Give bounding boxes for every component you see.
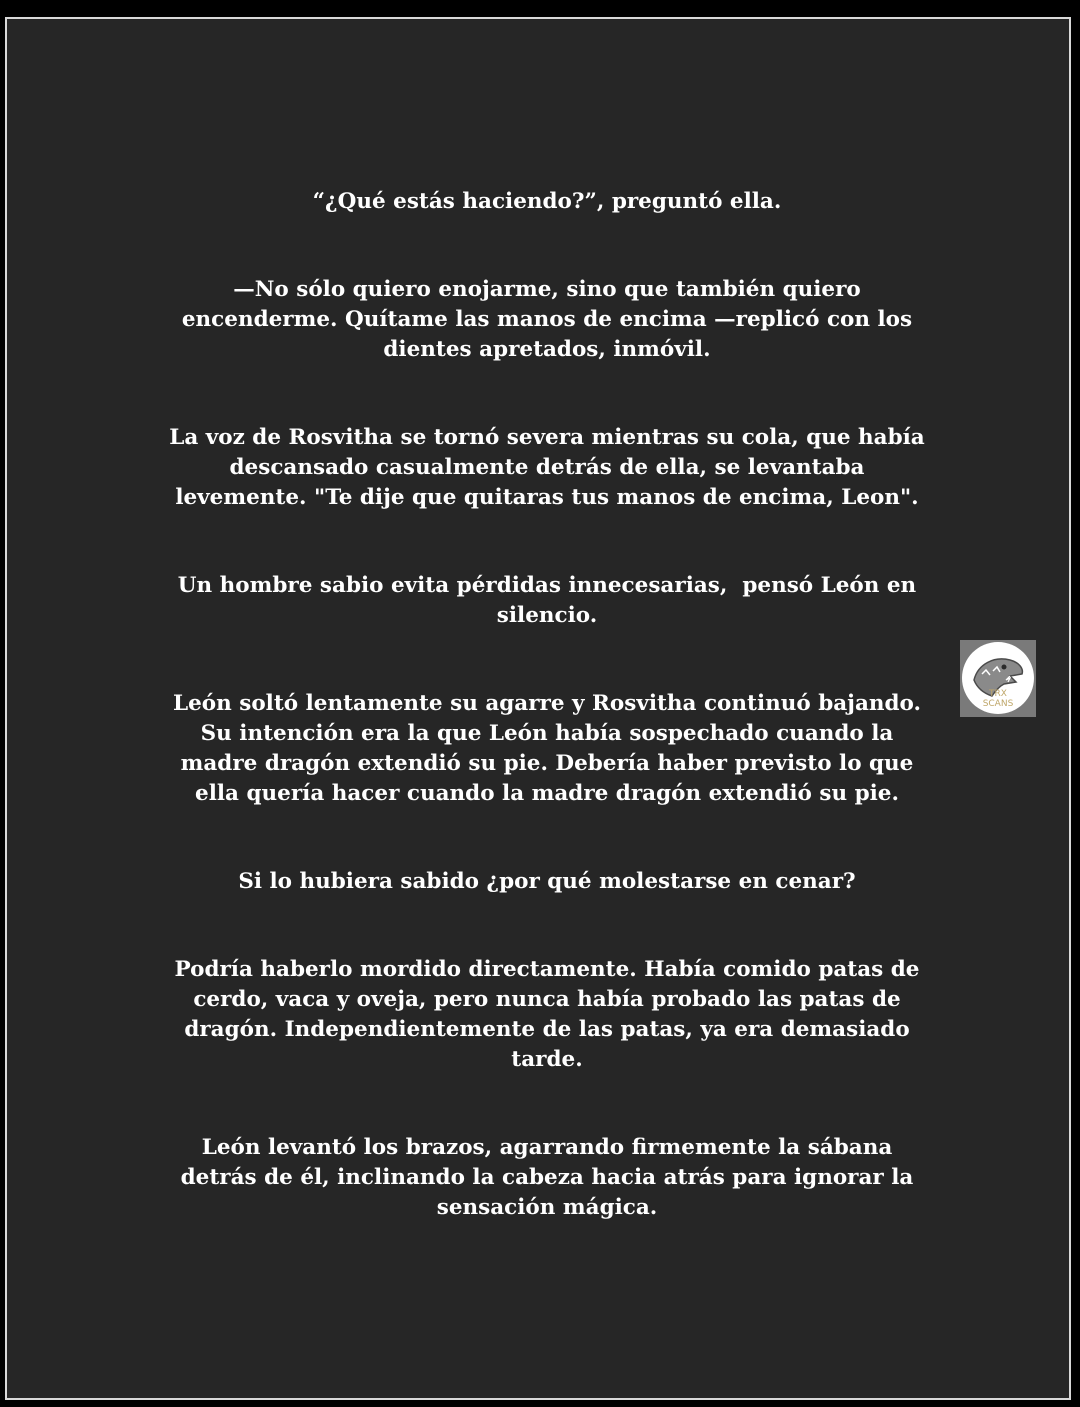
paragraph-1: “¿Qué estás haciendo?”, preguntó ella. [312,189,782,214]
story-text [157,187,937,1281]
scans-watermark-logo [960,640,1036,717]
document-page [5,17,1071,1400]
paragraph-7: Podría haberlo mordido directamente. Había comido patas de cerdo, vaca y oveja, pero nunca había probado las patas de dragón. Independientemente de las patas, ya era demasiado tarde. [174,957,920,1072]
paragraph-2: —No sólo quiero enojarme, sino que también quiero encenderme. Quítame las manos de encima —replicó con los dientes apretados, inmóvil. [181,277,913,362]
paragraph-5: León soltó lentamente su agarre y Rosvitha continuó bajando. Su intención era la que León había sospechado cuando la madre dragón extendió su pie. Debería haber previsto lo que ella quería hacer cuando la madre dragón extendió su pie. [172,691,922,806]
paragraph-3: La voz de Rosvitha se tornó severa mientras su cola, que había descansado casualmente detrás de ella, se levantaba levemente. "Te dije que quitaras tus manos de encima, Leon". [169,425,925,510]
watermark-text-top: TRX [989,689,1007,699]
paragraph-4: Un hombre sabio evita pérdidas innecesarias, pensó León en silencio. [177,573,917,628]
paragraph-8: León levantó los brazos, agarrando firmemente la sábana detrás de él, inclinando la cabeza hacia atrás para ignorar la sensación mágica. [180,1135,914,1220]
watermark-text-bottom: SCANS [982,699,1014,709]
paragraph-6: Si lo hubiera sabido ¿por qué molestarse en cenar? [238,869,856,894]
